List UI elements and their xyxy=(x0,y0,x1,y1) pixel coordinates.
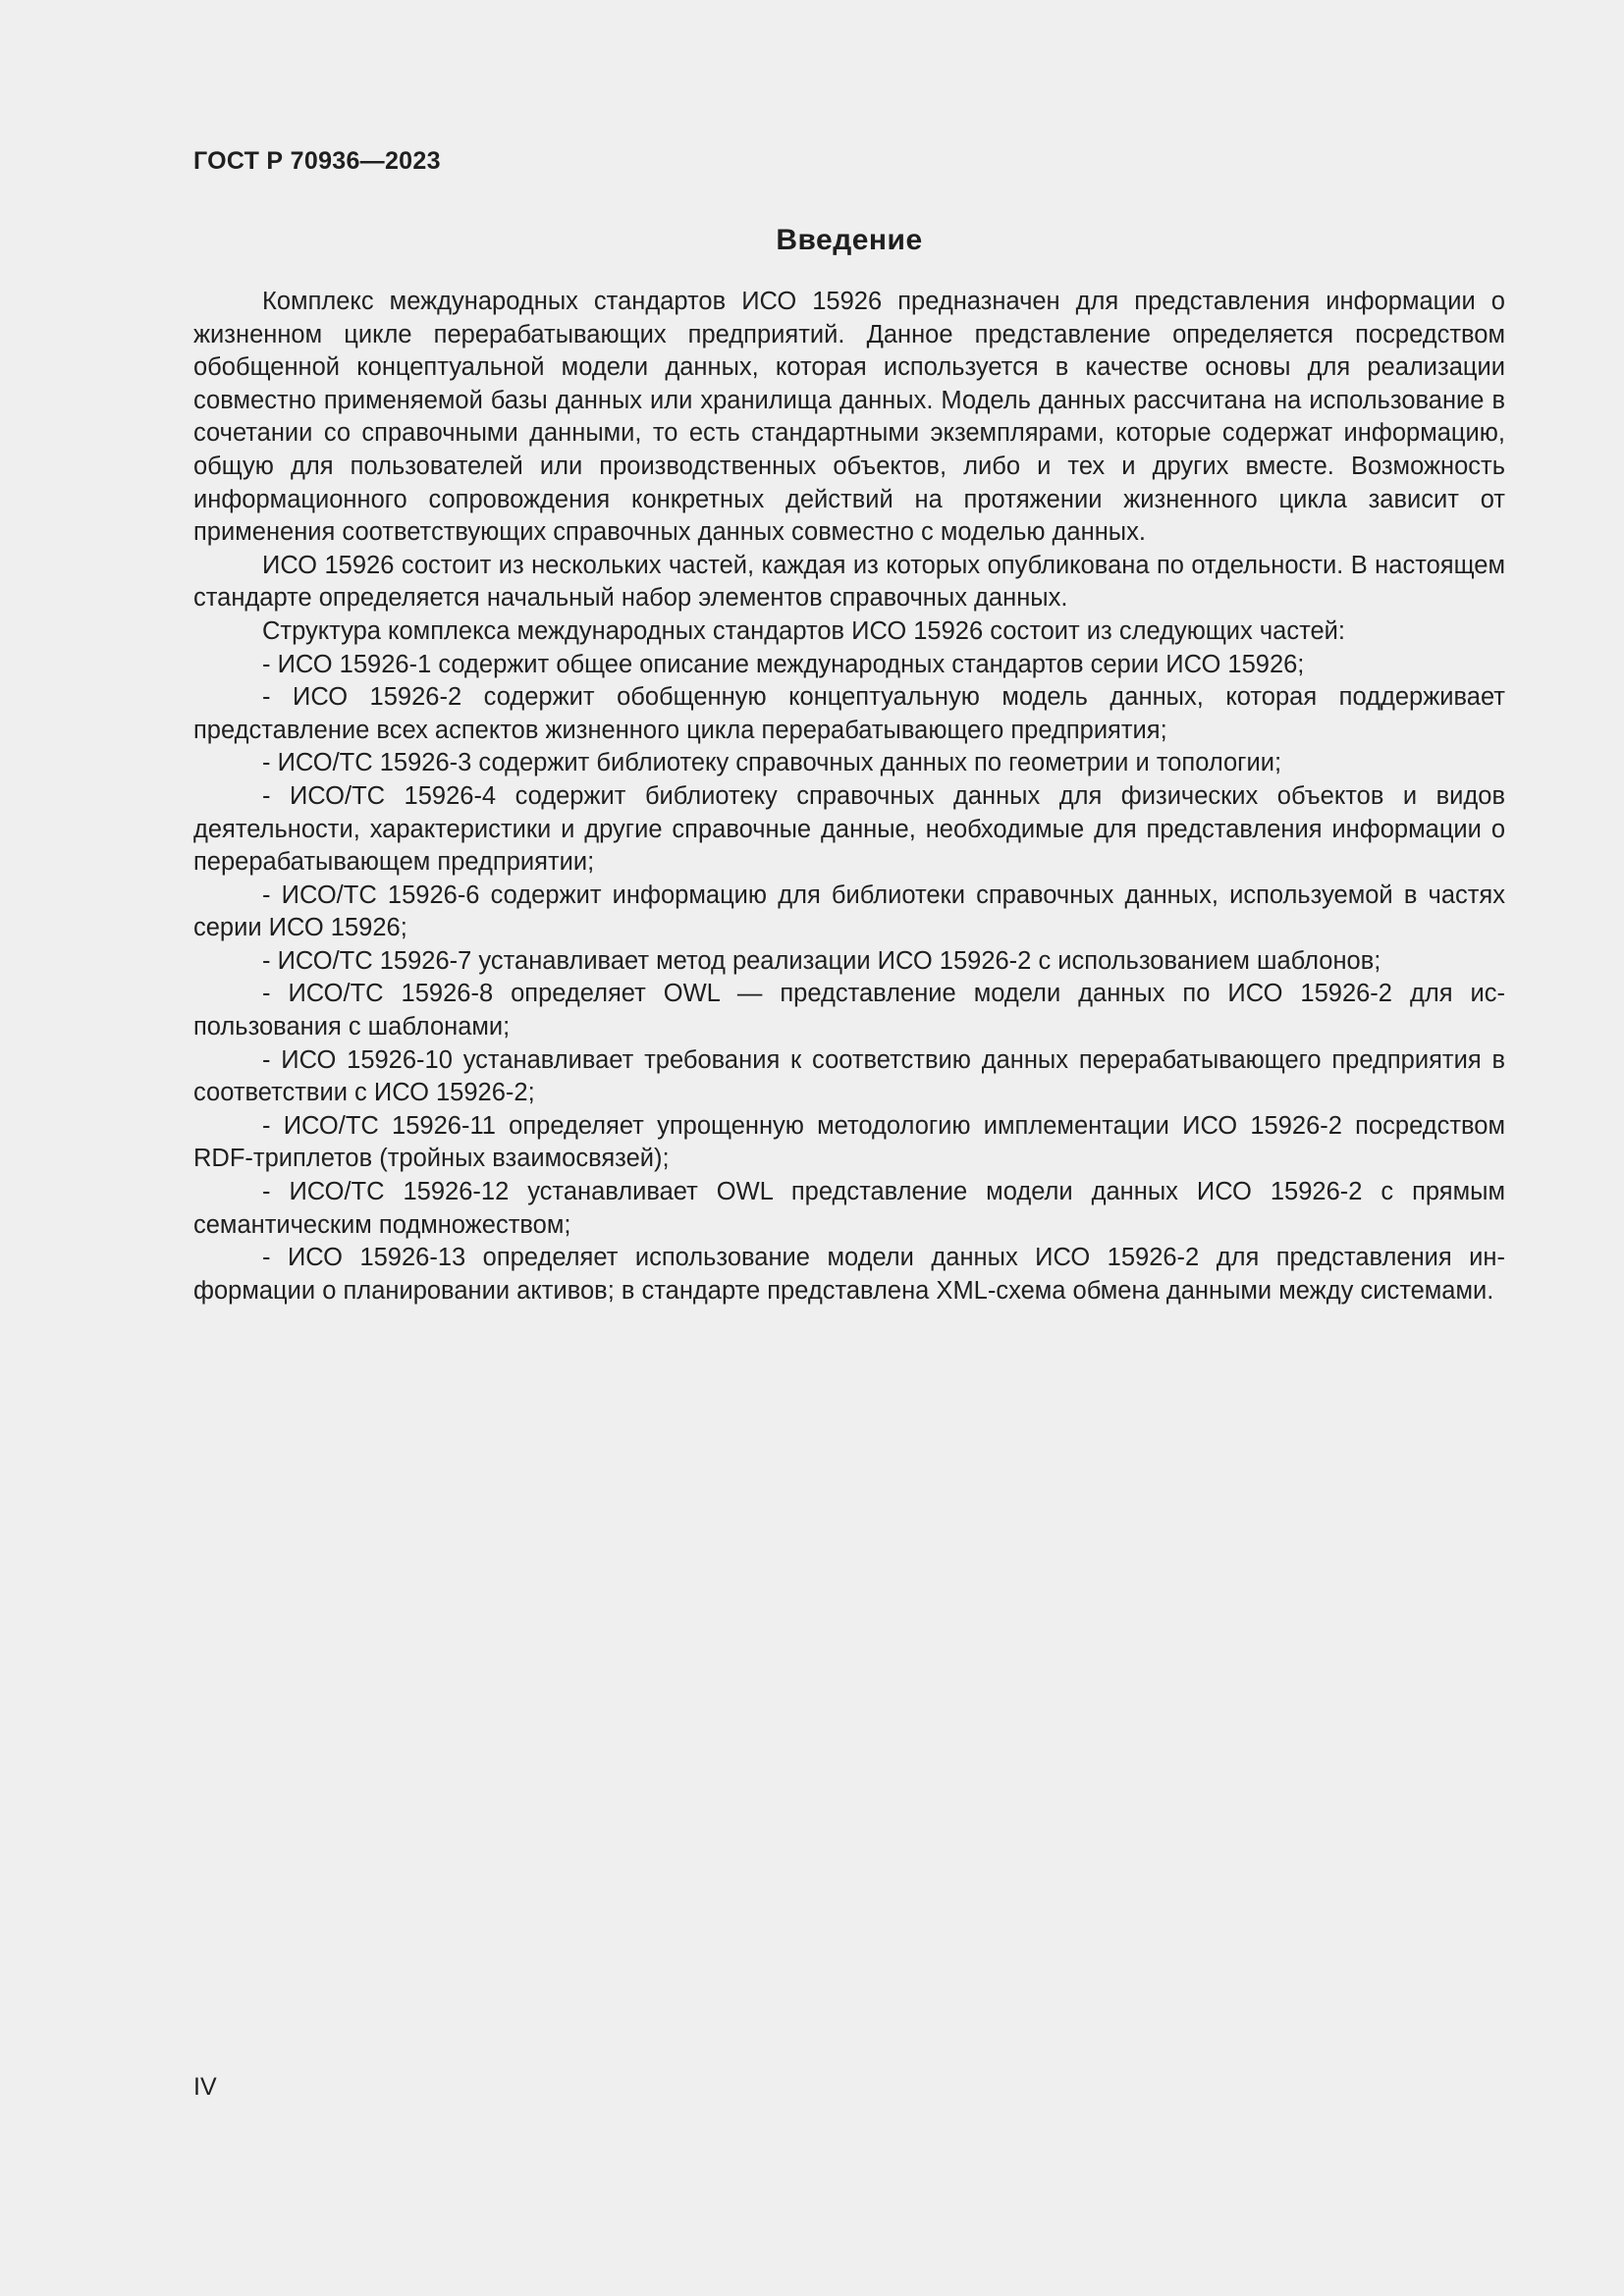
list-item: - ИСО/ТС 15926-3 содержит библиотеку справочных данных по геометрии и топологии; xyxy=(262,749,1282,777)
document-code-header: ГОСТ Р 70936—2023 xyxy=(193,147,441,175)
list-item: - ИСО/ТС 15926-4 содержит библиотеку справочных данных для физических объектов и видов деятельности, характеристики и другие справочные данные, необходимые для представления информации о перерабатывающем предприятии; xyxy=(193,781,1505,877)
introduction-body xyxy=(193,286,1505,1308)
paragraph-structure: Структура комплекса международных стандартов ИСО 15926 состоит из следующих частей: xyxy=(262,616,1345,645)
list-item: - ИСО/ТС 15926-6 содержит информацию для библиотеки справочных данных, используемой в частях серии ИСО 15926; xyxy=(193,881,1505,942)
list-item: - ИСО 15926-1 содержит общее описание международных стандартов серии ИСО 15926; xyxy=(262,650,1305,678)
list-item: - ИСО 15926-10 устанавливает требования к соответствию данных перерабатывающего предприятия в соответствии с ИСО 15926-2; xyxy=(193,1045,1505,1107)
paragraph-overview: Комплекс международных стандартов ИСО 15926 предназначен для представления информации о жизненном цикле перерабатывающих предприятий. Данное представление определяется посредством обобщенной концептуальной модели данных, которая используется в качестве основы для реализации совместно применяемой базы данных или хранилища данных. Модель данных рассчитана на использование в сочетании со справочными данными, то есть стандартными экземплярами, которые содержат информацию, общую для пользователей или производственных объектов, либо и тех и других вместе. Возможность информационного сопровождения конкретных действий на протяжении жизненного цикла зависит от применения соответствующих справочных данных совместно с моделью данных. xyxy=(193,288,1505,547)
list-item: - ИСО/ТС 15926-7 устанавливает метод реализации ИСО 15926-2 с использованием шаблонов; xyxy=(262,946,1381,975)
list-item: - ИСО 15926-2 содержит обобщенную концептуальную модель данных, которая поддерживает представление всех аспектов жизненного цикла перерабатывающего предприятия; xyxy=(193,683,1505,744)
list-item: - ИСО/ТС 15926-12 устанавливает OWL представление модели данных ИСО 15926-2 с прямым семантическим подмножеством; xyxy=(193,1178,1505,1239)
paragraph-parts: ИСО 15926 состоит из нескольких частей, каждая из которых опубликована по отдельности. В настоящем стандарте определяется начальный набор элементов справочных данных. xyxy=(193,551,1505,613)
list-item: - ИСО/ТС 15926-8 определяет OWL — представление модели данных по ИСО 15926-2 для использования с шаблонами; xyxy=(193,980,1505,1041)
list-item: - ИСО 15926-13 определяет использование модели данных ИСО 15926-2 для представления информации о планировании активов; в стандарте представлена XML-схема обмена данными между системами. xyxy=(193,1244,1505,1305)
section-title: Введение xyxy=(776,224,923,256)
list-item: - ИСО/ТС 15926-11 определяет упрощенную методологию имплементации ИСО 15926-2 посредством RDF-триплетов (тройных взаимосвязей); xyxy=(193,1111,1505,1173)
page-number: IV xyxy=(193,2073,217,2101)
